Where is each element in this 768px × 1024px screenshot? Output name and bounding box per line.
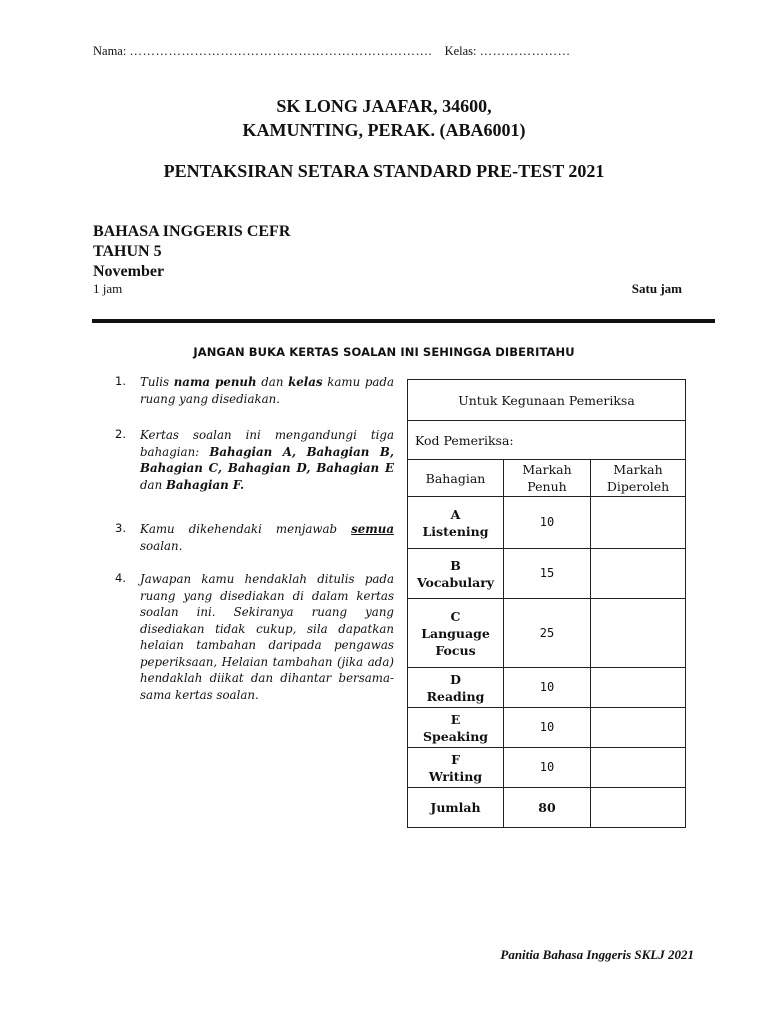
instruction-number: 4. [115,571,126,585]
section-cell [408,668,504,708]
school-line-1: SK LONG JAAFAR, 34600, [276,96,492,116]
instruction-fragment: Tulis [140,375,174,389]
duration-short: 1 jam [93,281,123,296]
table-title: Untuk Kegunaan Pemeriksa [408,380,686,421]
section-name-line2: Focus [435,642,476,658]
section-name: Writing [428,768,483,784]
header-full-marks-line1: Markah [522,462,572,477]
subject-block [93,222,290,282]
section-name: Listening [422,523,489,539]
table-row [408,708,686,748]
section-cell [408,708,504,748]
section-cell [408,497,504,549]
instruction-emphasis: Bahagian A, Bahagian B, Bahagian C, Bahagian D, Bahagian E [140,444,395,475]
instruction-number: 1. [115,374,126,388]
obtained-marks-cell[interactable] [591,599,686,668]
class-label: Kelas: [444,44,477,58]
instruction-fragment: dan [140,477,166,492]
exam-title: PENTAKSIRAN SETARA STANDARD PRE-TEST 2021 [163,161,605,181]
subject-name: BAHASA INGGERIS CEFR [93,223,291,240]
examiner-code-row [408,421,686,460]
full-marks-cell: 25 [504,599,591,668]
header-section: Bahagian [408,460,504,497]
examiner-code-field[interactable]: Kod Pemeriksa: [408,421,686,460]
name-label: Nama: [93,44,127,58]
table-row [408,748,686,788]
instruction-text: Jawapan kamu hendaklah ditulis pada ruang yang disediakan di dalam kertas soalan ini. Sekiranya ruang yang disediakan tidak cukup, sila dapatkan helaian tambahan daripada pengawas peperiksaan, Helaian tambahan (jika ada) hendaklah diikat dan dihantar bersama-sama kertas soalan. [140,572,394,702]
instruction-item-2 [115,427,394,493]
school-header [0,94,768,142]
obtained-marks-cell[interactable] [591,708,686,748]
name-blank[interactable]: ……………………………………………………………. [129,44,433,58]
table-title-row [408,380,686,421]
full-marks-cell: 15 [504,549,591,599]
section-letter: B [450,557,461,573]
obtained-marks-cell[interactable] [591,748,686,788]
full-marks-cell: 10 [504,668,591,708]
warning-notice: JANGAN BUKA KERTAS SOALAN INI SEHINGGA DIBERITAHU [193,345,575,359]
class-blank[interactable]: ………………… [479,44,571,58]
table-row [408,549,686,599]
section-name: Vocabulary [416,574,495,590]
instruction-emphasis: kelas [288,375,323,389]
header-full-marks-line2: Penuh [527,479,567,494]
obtained-marks-cell[interactable] [591,549,686,599]
total-row [408,788,686,828]
name-class-line [93,44,571,59]
section-name: Reading [426,688,485,704]
instruction-fragment: Kamu dikehendaki menjawab [140,522,352,536]
instruction-number: 2. [115,427,126,441]
table-row [408,497,686,549]
instruction-emphasis: Bahagian F. [165,477,245,492]
instruction-item-1 [115,374,394,407]
subject-month: November [93,263,165,280]
table-row [408,599,686,668]
total-label: Jumlah [408,788,504,828]
obtained-marks-cell[interactable] [591,497,686,549]
instruction-item-3 [115,521,394,554]
section-cell [408,748,504,788]
table-row [408,668,686,708]
instruction-item-4 [115,571,394,703]
total-value: 80 [504,788,591,828]
obtained-marks-cell[interactable] [591,668,686,708]
full-marks-cell: 10 [504,497,591,549]
header-obtained-marks [591,460,686,497]
section-letter: A [450,506,461,522]
instruction-emphasis: nama penuh [173,375,257,389]
total-obtained-cell[interactable] [591,788,686,828]
section-name: Language [421,625,490,641]
section-cell [408,549,504,599]
instruction-text [140,427,394,493]
instruction-fragment: kamu pada ruang yang disediakan. [140,375,394,406]
instruction-number: 3. [115,521,126,535]
section-letter: D [450,671,461,687]
instruction-fragment: Kertas soalan ini mengandungi tiga bahagian: [140,428,394,459]
header-full-marks [504,460,591,497]
section-name: Speaking [422,728,489,744]
footer-credit: Panitia Bahasa Inggeris SKLJ 2021 [500,947,694,962]
section-letter: C [450,608,461,624]
duration-long: Satu jam [631,281,682,296]
header-obtained-line1: Markah [613,462,663,477]
full-marks-cell: 10 [504,708,591,748]
instruction-fragment: soalan. [140,538,183,553]
table-header-row [408,460,686,497]
instruction-text [140,374,394,407]
examiner-marks-table [407,379,686,828]
subject-year: TAHUN 5 [93,243,162,260]
school-line-2: KAMUNTING, PERAK. (ABA6001) [242,120,526,140]
header-obtained-line2: Diperoleh [606,479,670,494]
section-letter: F [451,751,460,767]
section-cell [408,599,504,668]
header-divider [92,319,715,323]
instruction-fragment: dan [256,375,289,389]
instruction-text [140,521,394,554]
full-marks-cell: 10 [504,748,591,788]
instruction-emphasis: semua [351,522,394,536]
section-letter: E [450,711,461,727]
